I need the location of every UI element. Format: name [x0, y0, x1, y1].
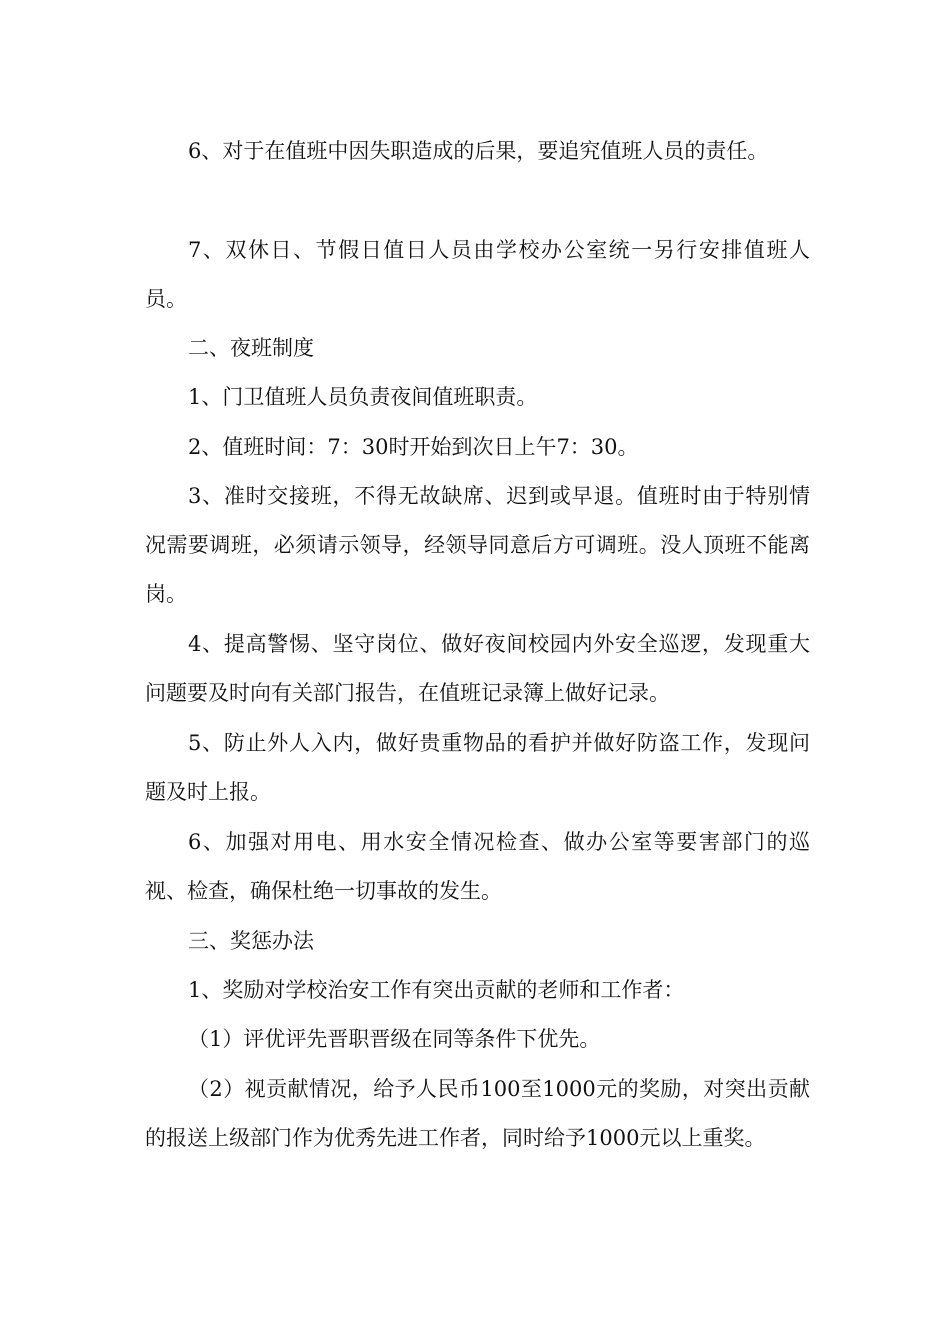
section-heading-night-shift: 二、夜班制度: [188, 336, 314, 360]
paragraph-duty-7: 7、双休日、节假日值日人员由学校办公室统一另行安排值班人员。: [145, 238, 810, 311]
paragraph-night-5: 5、防止外人入内，做好贵重物品的看护并做好防盗工作，发现问题及时上报。: [145, 731, 810, 804]
paragraph-night-4: 4、提高警惕、坚守岗位、做好夜间校园内外安全巡逻，发现重大问题要及时向有关部门报告，在值班记录簿上做好记录。: [145, 632, 810, 705]
paragraph-night-2: 2、值班时间：7：30时开始到次日上午7：30。: [188, 435, 639, 459]
paragraph-reward-1: 1、奖励对学校治安工作有突出贡献的老师和工作者：: [188, 978, 685, 1002]
paragraph-night-6: 6、加强对用电、用水安全情况检查、做办公室等要害部门的巡视、检查，确保杜绝一切事故的发生。: [145, 830, 810, 903]
paragraph-reward-1-1: （1）评优评先晋职晋级在同等条件下优先。: [188, 1027, 601, 1051]
section-heading-rewards: 三、奖惩办法: [188, 929, 314, 953]
paragraph-night-1: 1、门卫值班人员负责夜间值班职责。: [188, 385, 538, 409]
paragraph-reward-1-2: （2）视贡献情况，给予人民币100至1000元的奖励，对突出贡献的报送上级部门作为优秀先进工作者，同时给予1000元以上重奖。: [145, 1077, 810, 1150]
paragraph-night-3: 3、准时交接班，不得无故缺席、迟到或早退。值班时由于特别情况需要调班，必须请示领导，经领导同意后方可调班。没人顶班不能离岗。: [145, 484, 810, 606]
paragraph-duty-6: 6、对于在值班中因失职造成的后果，要追究值班人员的责任。: [188, 139, 769, 163]
